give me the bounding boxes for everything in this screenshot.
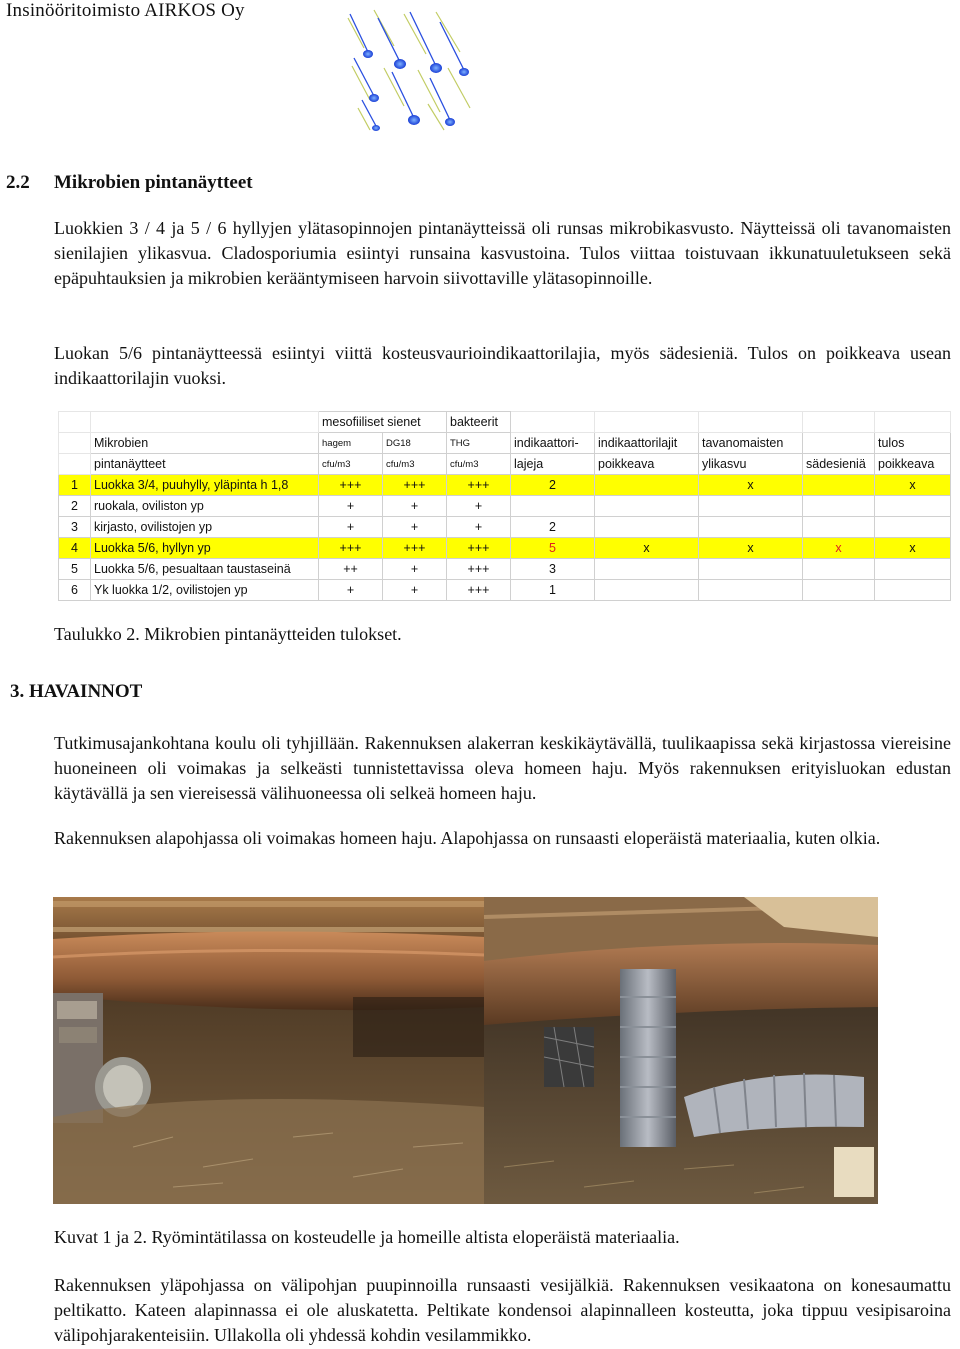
company-name: Insinööritoimisto AIRKOS Oy (6, 0, 245, 21)
section-number: 2.2 (6, 172, 30, 193)
company-logo (344, 8, 474, 132)
duct-photo (484, 897, 878, 1204)
col-group-header: bakteerit (447, 412, 511, 433)
table-header-row: pintanäytteet cfu/m3 cfu/m3 cfu/m3 lajeja poikkeava ylikasvu sädesieniä poikkeava (59, 454, 951, 475)
photo-caption: Kuvat 1 ja 2. Ryömintätilassa on kosteudelle ja homeille altista eloperäistä materiaalia. (54, 1227, 680, 1247)
table-row: 4 Luokka 5/6, hyllyn yp +++ +++ +++ 5 x x x x (59, 538, 951, 559)
table-header-row: Mikrobien hagem DG18 THG indikaattori- indikaattorilajit tavanomaisten tulos (59, 433, 951, 454)
table-row: 5 Luokka 5/6, pesualtaan taustaseinä ++ + +++ 3 (59, 559, 951, 580)
section-heading: 3. HAVAINNOT (10, 681, 143, 702)
table-header-row (59, 412, 951, 433)
crawlspace-photo (53, 897, 485, 1204)
col-group-header: mesofiiliset sienet (319, 412, 447, 433)
table-caption: Taulukko 2. Mikrobien pintanäytteiden tulokset. (54, 624, 402, 644)
table-row: 6 Yk luokka 1/2, ovilistojen yp + + +++ 1 (59, 580, 951, 601)
table-row: 2 ruokala, oviliston yp + + + (59, 496, 951, 517)
section-title: Mikrobien pintanäytteet (54, 172, 253, 193)
paragraph: Rakennuksen alapohjassa oli voimakas homeen haju. Alapohjassa on runsaasti eloperäistä materiaalia, kuten olkia. (54, 828, 881, 848)
paragraph: Luokkien 3 / 4 ja 5 / 6 hyllyjen ylätasopinnojen pintanäytteissä oli runsas mikrobikasvusto. Näytteissä oli tavanomaisten sienilajien ylikasvua. Cladosporiumia esiintyi runsaina kasvustoina. Tulos viittaa toistuvaan ikkunatuuletukseen sekä epäpuhtauksien ja mikrobien kerääntymiseen harvoin siivottaville ylätasopinnoille. (54, 218, 951, 288)
paragraph: Luokan 5/6 pintanäytteessä esiintyi viittä kosteusvaurioindikaattorilajia, myös sädesieniä. Tulos on poikkeava usean indikaattorilajin vuoksi. (54, 343, 951, 388)
table-row: 3 kirjasto, ovilistojen yp + + + 2 (59, 517, 951, 538)
results-table (58, 411, 950, 597)
paragraph: Rakennuksen yläpohjassa on välipohjan puupinnoilla runsaasti vesijälkiä. Rakennuksen vesikaatona on konesaumattu peltikatto. Kateen alapinnassa ei ole aluskatetta. Peltikate kondensoi alapinnalleen kosteutta, joka tippuu vesipisaroina välipohjarakenteisiin. Ullakolla oli yhdessä kohdin vesilammikko. (54, 1275, 951, 1345)
paragraph: Tutkimusajankohtana koulu oli tyhjillään. Rakennuksen alakerran keskikäytävällä, tuulikaapissa sekä kirjastossa viereisine huoneineen oli voimakas ja selkeästi tunnistettavissa oleva homeen haju. Myös rakennuksen erityisluokan edustan käytävällä ja sen viereisessä välihuoneessa oli selkeä homeen haju. (54, 733, 951, 803)
table-row: 1 Luokka 3/4, puuhylly, yläpinta h 1,8 +++ +++ +++ 2 x x (59, 475, 951, 496)
